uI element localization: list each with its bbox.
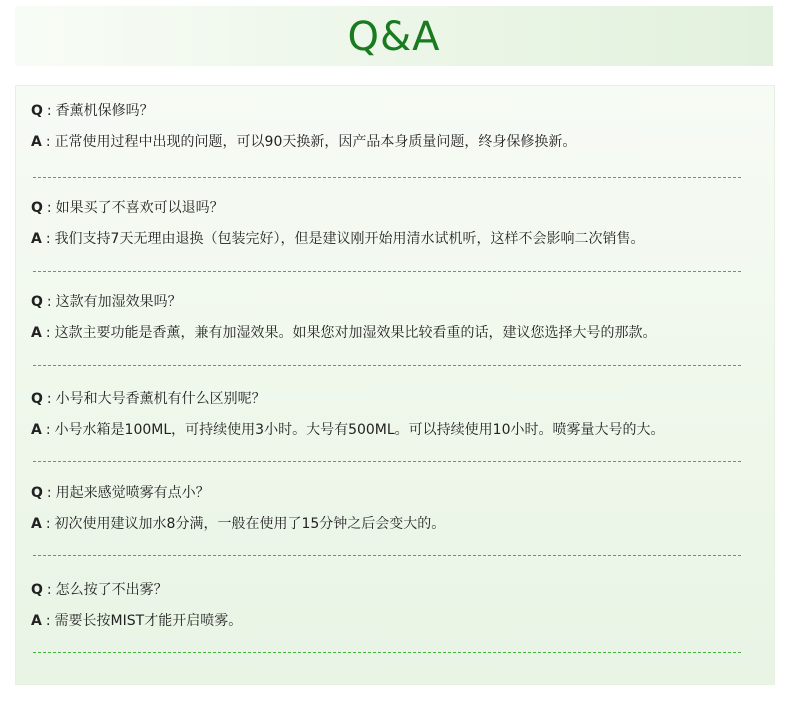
question-line xyxy=(31,580,741,600)
faq-item xyxy=(31,483,741,534)
answer-text: 需要长按MIST才能开启喷雾。 xyxy=(54,613,243,629)
faq-item xyxy=(31,292,741,343)
question-text: 如果买了不喜欢可以退吗？ xyxy=(55,200,224,216)
page-title: Q&A xyxy=(347,14,441,60)
q-label: Q xyxy=(31,103,43,119)
separator: : xyxy=(45,516,51,532)
answer-text: 小号水箱是100ML，可持续使用3小时。大号有500ML。可以持续使用10小时。喷雾量大号的大。 xyxy=(54,422,665,438)
dashed-divider xyxy=(33,555,741,556)
a-label: A xyxy=(31,422,42,438)
faq-item xyxy=(31,389,741,440)
dashed-divider xyxy=(33,271,741,272)
dashed-divider xyxy=(33,365,741,366)
separator: : xyxy=(46,391,52,407)
question-line xyxy=(31,483,741,503)
answer-line xyxy=(31,229,741,249)
separator: : xyxy=(46,582,52,598)
answer-line xyxy=(31,323,741,343)
q-label: Q xyxy=(31,200,43,216)
a-label: A xyxy=(31,516,42,532)
question-text: 香薰机保修吗？ xyxy=(55,103,154,119)
answer-text: 这款主要功能是香薰，兼有加湿效果。如果您对加湿效果比较看重的话，建议您选择大号的那款。 xyxy=(54,325,657,341)
answer-line xyxy=(31,132,741,152)
q-label: Q xyxy=(31,294,43,310)
q-label: Q xyxy=(31,582,43,598)
separator: : xyxy=(45,325,51,341)
answer-text: 我们支持7天无理由退换（包装完好），但是建议刚开始用清水试机听，这样不会影响二次销售。 xyxy=(54,231,645,247)
answer-text: 正常使用过程中出现的问题，可以90天换新，因产品本身质量问题，终身保修换新。 xyxy=(54,134,577,150)
header-banner xyxy=(15,6,773,66)
question-text: 这款有加湿效果吗？ xyxy=(55,294,182,310)
answer-line xyxy=(31,611,741,631)
faq-item xyxy=(31,198,741,249)
separator: : xyxy=(45,422,51,438)
question-text: 用起来感觉喷雾有点小？ xyxy=(55,485,210,501)
faq-item xyxy=(31,580,741,631)
q-label: Q xyxy=(31,391,43,407)
q-label: Q xyxy=(31,485,43,501)
separator: : xyxy=(46,200,52,216)
a-label: A xyxy=(31,613,42,629)
separator: : xyxy=(46,294,52,310)
faq-panel xyxy=(15,85,775,685)
dashed-divider xyxy=(33,652,741,653)
a-label: A xyxy=(31,134,42,150)
question-line xyxy=(31,389,741,409)
separator: : xyxy=(45,134,51,150)
separator: : xyxy=(46,103,52,119)
dashed-divider xyxy=(33,461,741,462)
a-label: A xyxy=(31,325,42,341)
question-line xyxy=(31,101,741,121)
question-line xyxy=(31,292,741,312)
faq-item xyxy=(31,101,741,152)
separator: : xyxy=(46,485,52,501)
separator: : xyxy=(45,231,51,247)
question-text: 小号和大号香薰机有什么区别呢？ xyxy=(55,391,266,407)
answer-line xyxy=(31,514,741,534)
answer-line xyxy=(31,420,741,440)
separator: : xyxy=(45,613,51,629)
question-text: 怎么按了不出雾？ xyxy=(55,582,168,598)
dashed-divider xyxy=(33,177,741,178)
a-label: A xyxy=(31,231,42,247)
question-line xyxy=(31,198,741,218)
answer-text: 初次使用建议加水8分满，一般在使用了15分钟之后会变大的。 xyxy=(54,516,446,532)
